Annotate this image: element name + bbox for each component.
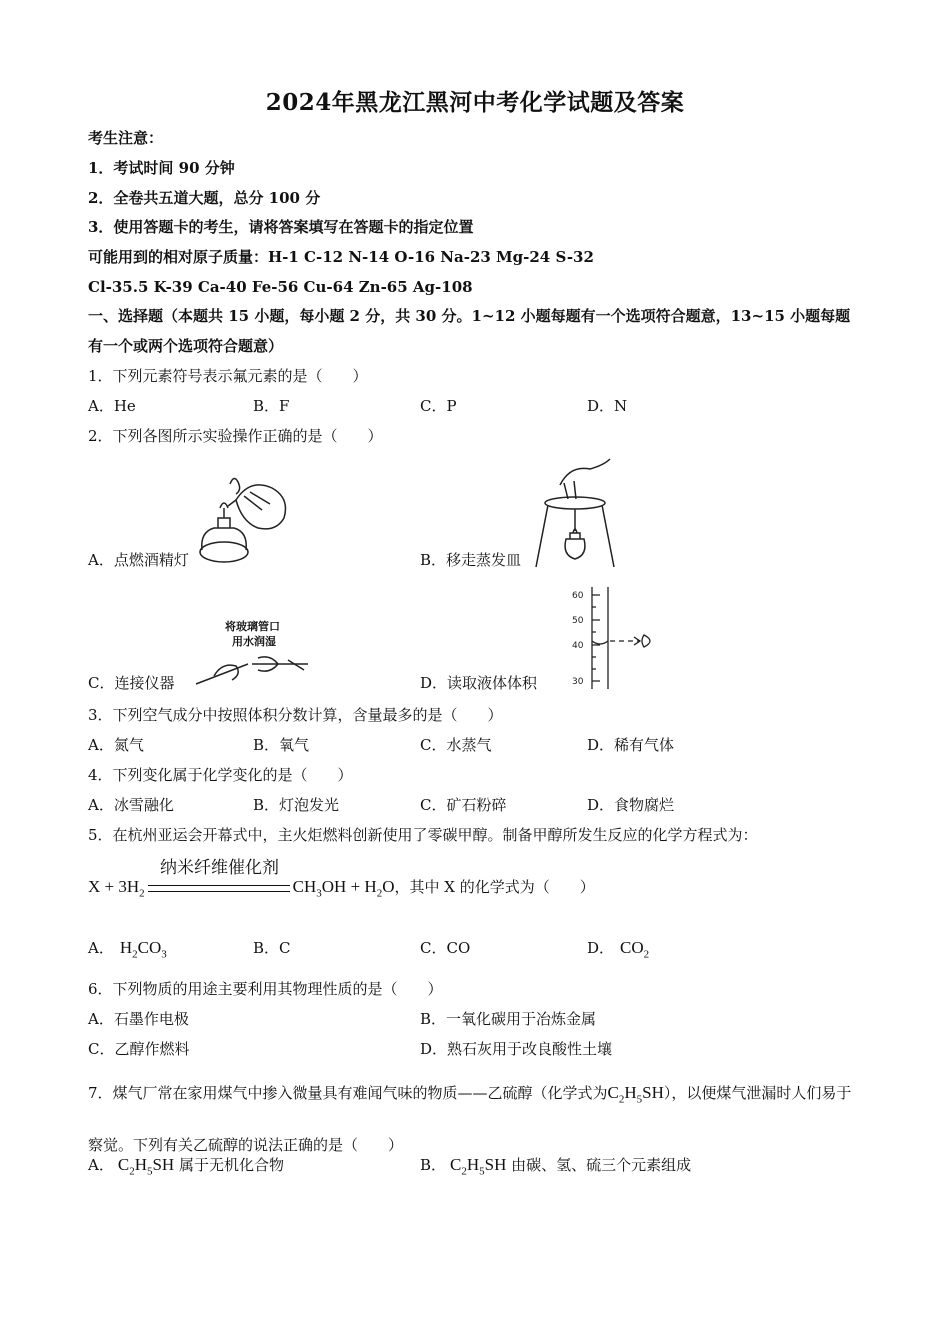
notice-item: 1．考试时间 90 分钟: [88, 159, 235, 177]
question-stem: 2．下列各图所示实验操作正确的是（ ）: [88, 427, 383, 445]
question-stem: 6．下列物质的用途主要利用其物理性质的是（ ）: [88, 980, 443, 998]
option: D．食物腐烂: [587, 796, 675, 814]
evaporating-dish-figure: [530, 455, 620, 575]
figure-label: 用水润湿: [232, 635, 276, 648]
tick-label: 30: [572, 677, 584, 687]
question-stem: 5．在杭州亚运会开幕式中，主火炬燃料创新使用了零碳甲醇。制备甲醇所发生反应的化学方程式为：: [88, 826, 758, 844]
option: A． $C_2H_5SH$ 属于无机化合物: [88, 1155, 284, 1178]
option: D．读取液体体积: [420, 674, 538, 692]
option: A．点燃酒精灯: [88, 551, 189, 569]
option: C．CO: [420, 939, 471, 957]
tick-label: 40: [572, 641, 584, 651]
option-label: A．: [88, 1156, 114, 1174]
option: C．矿石粉碎: [420, 796, 507, 814]
option: A．氮气: [88, 736, 144, 754]
option-label: A．: [88, 939, 114, 957]
question-tail: ，其中 X 的化学式为（ ）: [394, 878, 595, 896]
stem-part: 7．煤气厂常在家用煤气中掺入微量具有难闻气味的物质——乙硫醇（化学式为: [88, 1084, 608, 1102]
question-stem: 1．下列元素符号表示氟元素的是（ ）: [88, 367, 368, 385]
notice-item: 3．使用答题卡的考生，请将答案填写在答题卡的指定位置: [88, 218, 474, 236]
option-text: 由碳、氢、硫三个元素组成: [511, 1156, 692, 1174]
option: B． $C_2H_5SH$ 由碳、氢、硫三个元素组成: [420, 1155, 692, 1178]
option-text: 属于无机化合物: [178, 1156, 284, 1174]
notice-item: 2．全卷共五道大题，总分 100 分: [88, 189, 321, 207]
question-stem: 4．下列变化属于化学变化的是（ ）: [88, 766, 353, 784]
option: A．石墨作电极: [88, 1010, 189, 1028]
catalyst-label: 纳米纤维催化剂: [160, 858, 279, 878]
alcohol-lamp-figure: [192, 470, 297, 570]
option: D． $CO_2$: [587, 938, 650, 961]
option: B．氧气: [253, 736, 310, 754]
tick-label: 50: [572, 616, 584, 626]
option: B．F: [253, 397, 290, 415]
notice-heading: 考生注意：: [88, 129, 164, 147]
figure-label: 将玻璃管口: [225, 620, 280, 633]
option: D．熟石灰用于改良酸性土壤: [420, 1040, 613, 1058]
page-title: 2024年黑龙江黑河中考化学试题及答案: [265, 89, 685, 116]
tick-label: 60: [572, 591, 584, 601]
option: B．移走蒸发皿: [420, 551, 522, 569]
option-label: B．: [420, 1156, 447, 1174]
option: B．一氧化碳用于冶炼金属: [420, 1010, 597, 1028]
connect-apparatus-figure: [192, 650, 312, 690]
option: B．灯泡发光: [253, 796, 340, 814]
option: A．He: [88, 397, 136, 415]
option: C．连接仪器: [88, 674, 175, 692]
stem-part: ），以便煤气泄漏时人们易于察觉。下列有关乙硫醇的说法正确的是（ ）: [88, 1084, 852, 1155]
option: C．P: [420, 397, 457, 415]
option: D．N: [587, 397, 628, 415]
chemical-equation: $X + 3H_2$ $CH_3OH + H_2O$，其中 X 的化学式为（ ）: [88, 877, 595, 900]
atomic-mass-line: 可能用到的相对原子质量：H-1 C-12 N-14 O-16 Na-23 Mg-24 S-32: [88, 248, 594, 266]
section-heading: 一、选择题（本题共 15 小题，每小题 2 分，共 30 分。1~12 小题每题有一个选项符合题意，13~15 小题每题有一个或两个选项符合题意）: [88, 307, 851, 355]
question-stem: 3．下列空气成分中按照体积分数计算，含量最多的是（ ）: [88, 706, 503, 724]
graduated-cylinder-figure: [560, 585, 660, 695]
option: A． $H_2CO_3$: [88, 938, 167, 961]
question-stem: 7．煤气厂常在家用煤气中掺入微量具有难闻气味的物质——乙硫醇（化学式为$C_2H_5SH$），以便煤气泄漏时人们易于察觉。下列有关乙硫醇的说法正确的是（ ）: [88, 1083, 852, 1155]
atomic-mass-line: Cl-35.5 K-39 Ca-40 Fe-56 Cu-64 Zn-65 Ag-108: [88, 278, 473, 296]
option-label: D．: [587, 939, 615, 957]
option: B．C: [253, 939, 291, 957]
option: C．水蒸气: [420, 736, 492, 754]
option: A．冰雪融化: [88, 796, 174, 814]
option: C．乙醇作燃料: [88, 1040, 190, 1058]
option: D．稀有气体: [587, 736, 675, 754]
